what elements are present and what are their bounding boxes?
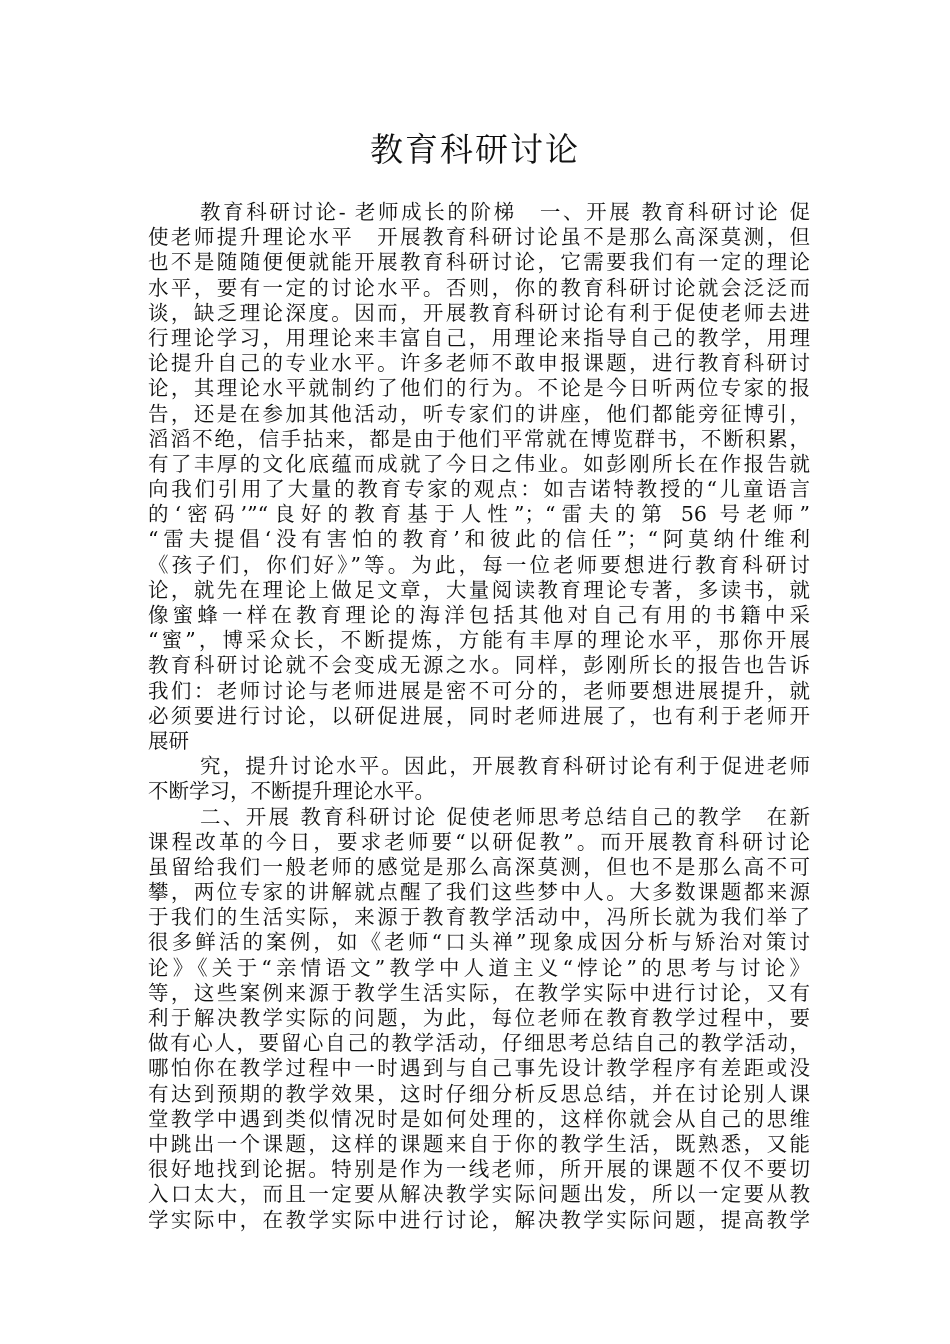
body-line: 很好地找到论据。特别是作为一线老师，所开展的课题不仅不要切 <box>148 1157 810 1182</box>
body-line: 攀，两位专家的讲解就点醒了我们这些梦中人。大多数课题都来源 <box>148 880 810 905</box>
body-line: 谈，缺乏理论深度。因而，开展教育科研讨论有利于促使老师去进 <box>148 300 810 325</box>
body-line: 告，还是在参加其他活动，听专家们的讲座，他们都能旁征博引， <box>148 401 810 426</box>
body-line: 教育科研讨论就不会变成无源之水。同样，彭刚所长的报告也告诉 <box>148 653 810 678</box>
body-line: 究，提升讨论水平。因此，开展教育科研讨论有利于促进老师 <box>200 754 810 779</box>
body-line: 哪怕你在教学过程中一时遇到与自己事先设计教学程序有差距或没 <box>148 1056 810 1081</box>
body-line: 做有心人，要留心自己的教学活动，仔细思考总结自己的教学活动， <box>148 1031 810 1056</box>
body-line: 论，其理论水平就制约了他们的行为。不论是今日听两位专家的报 <box>148 376 810 401</box>
body-line: 不断学习，不断提升理论水平。 <box>148 779 435 804</box>
body-line: 于我们的生活实际，来源于教育教学活动中，冯所长就为我们举了 <box>148 905 810 930</box>
body-line: 教育科研讨论- 老师成长的阶梯 一、开展 教育科研讨论 促 <box>200 200 810 224</box>
body-line: 利于解决教学实际的问题，为此，每位老师在教育教学过程中，要 <box>148 1006 810 1030</box>
body-line: 滔滔不绝，信手拈来，都是由于他们平常就在博览群书，不断积累， <box>148 426 810 451</box>
body-line: 像蜜蜂一样在教育理论的海洋包括其他对自己有用的书籍中采 <box>148 603 810 627</box>
body-line: 有了丰厚的文化底蕴而成就了今日之伟业。如彭刚所长在作报告就 <box>148 451 810 476</box>
body-line: 必须要进行讨论，以研促进展，同时老师进展了，也有利于老师开 <box>148 703 810 728</box>
body-line: 论》《关于“亲情语文”教学中人道主义“悖论”的思考与讨论》 <box>148 955 810 980</box>
body-line: “蜜”，博采众长，不断提炼，方能有丰厚的理论水平，那你开展 <box>148 628 810 653</box>
body-line: 也不是随随便便就能开展教育科研讨论，它需要我们有一定的理论 <box>148 250 810 275</box>
body-line: 的‘密码’”“良好的教育基于人性”；“雷夫的第 56 号老师” <box>148 502 810 527</box>
body-line: 堂教学中遇到类似情况时是如何处理的，这样你就会从自己的思维 <box>148 1106 810 1131</box>
body-line: 有达到预期的教学效果，这时仔细分析反思总结，并在讨论别人课 <box>148 1081 810 1106</box>
body-line: 水平，要有一定的讨论水平。否则，你的教育科研讨论就会泛泛而 <box>148 275 810 300</box>
document-body <box>148 200 810 1233</box>
body-line: 等，这些案例来源于教学生活实际，在教学实际中进行讨论，又有 <box>148 980 810 1005</box>
body-line: 《孩子们，你们好》”等。为此，每一位老师要想进行教育科研讨 <box>148 552 810 577</box>
body-line: 我们：老师讨论与老师进展是密不可分的，老师要想进展提升，就 <box>148 678 810 703</box>
body-line: 学实际中，在教学实际中进行讨论，解决教学实际问题，提高教学 <box>148 1207 810 1232</box>
body-line: 入口太大，而且一定要从解决教学实际问题出发，所以一定要从教 <box>148 1182 810 1207</box>
document-title: 教育科研讨论 <box>370 130 580 169</box>
body-line: 展研 <box>148 728 189 753</box>
body-line: 很多鲜活的案例，如《老师“口头禅”现象成因分析与矫治对策讨 <box>148 930 810 955</box>
body-line: 行理论学习，用理论来丰富自己，用理论来指导自己的教学，用理 <box>148 325 810 350</box>
body-line: 使老师提升理论水平 开展教育科研讨论虽不是那么高深莫测，但 <box>148 225 810 250</box>
body-line: 中跳出一个课题，这样的课题来自于你的教学生活，既熟悉，又能 <box>148 1131 810 1156</box>
body-line: 二、开展 教育科研讨论 促使老师思考总结自己的教学 在新 <box>200 804 810 829</box>
body-line: 向我们引用了大量的教育专家的观点：如吉诺特教授的“儿童语言 <box>148 477 810 502</box>
body-line: 论，就先在理论上做足文章，大量阅读教育理论专著，多读书，就 <box>148 577 810 602</box>
body-line: 课程改革的今日，要求老师要“以研促教”。而开展教育科研讨论 <box>148 829 810 854</box>
body-line: “雷夫提倡‘没有害怕的教育’和彼此的信任”；“阿莫纳什维利 <box>148 527 810 552</box>
body-line: 论提升自己的专业水平。许多老师不敢申报课题，进行教育科研讨 <box>148 351 810 376</box>
body-line: 虽留给我们一般老师的感觉是那么高深莫测，但也不是那么高不可 <box>148 854 810 879</box>
